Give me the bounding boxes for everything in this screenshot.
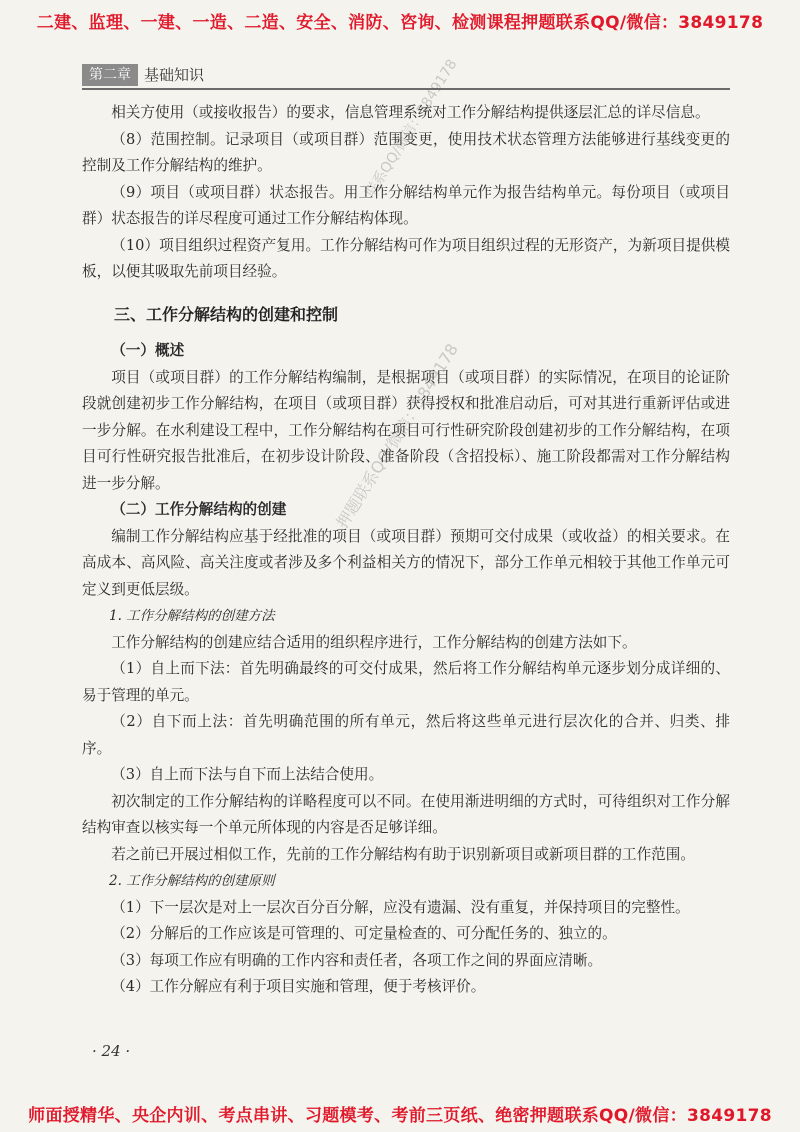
paragraph: （8）范围控制。记录项目（或项目群）范围变更，使用技术状态管理方法能够进行基线变更的控制及工作分解结构的维护。	[82, 130, 730, 174]
watermark-text: 联系QQ/微信：3849178	[362, 56, 461, 201]
sub-heading-principles: 2. 工作分解结构的创建原则	[109, 873, 275, 889]
bottom-promo-banner: 师面授精华、央企内训、考点串讲、习题模考、考前三页纸、绝密押题联系QQ/微信：3849178	[28, 1106, 772, 1126]
watermark-text: 押题联系QQ/微信：3849178	[332, 340, 462, 532]
subsection-heading-create: （二）工作分解结构的创建	[111, 501, 287, 518]
paragraph: 项目（或项目群）的工作分解结构编制，是根据项目（或项目群）的实际情况，在项目的论证阶段就创建初步工作分解结构，在项目（或项目群）获得授权和批准启动后，可对其进行重新评估或进一步分解。在水利建设工程中，工作分解结构在项目可行性研究阶段创建初步的工作分解结构，在项目可行性研究报告批准后，在初步设计阶段、准备阶段（含招投标）、施工阶段都需对工作分解结构进一步分解。	[82, 368, 730, 492]
sub-heading-methods: 1. 工作分解结构的创建方法	[109, 608, 275, 624]
chapter-header	[82, 64, 730, 90]
list-item: （2）分解后的工作应该是可管理的、可定量检查的、可分配任务的、独立的。	[111, 925, 617, 942]
list-item: （1）自上而下法：首先明确最终的可交付成果，然后将工作分解结构单元逐步划分成详细的、易于管理的单元。	[82, 660, 730, 704]
list-item: （2）自下而上法：首先明确范围的所有单元，然后将这些单元进行层次化的合并、归类、排序。	[82, 713, 730, 757]
list-item: （3）每项工作应有明确的工作内容和责任者，各项工作之间的界面应清晰。	[111, 951, 603, 969]
chapter-title: 基础知识	[144, 66, 205, 84]
paragraph: 相关方使用（或接收报告）的要求，信息管理系统对工作分解结构提供逐层汇总的详尽信息。	[111, 104, 710, 121]
section-heading: 三、工作分解结构的创建和控制	[114, 304, 339, 324]
page-number: · 24 ·	[92, 1042, 131, 1060]
paragraph: 初次制定的工作分解结构的详略程度可以不同。在使用渐进明细的方式时，可待组织对工作分解结构审查以核实每一个单元所体现的内容是否足够详细。	[82, 792, 730, 836]
list-item: （1）下一层次是对上一层次百分百分解，应没有遗漏、没有重复，并保持项目的完整性。	[111, 898, 690, 916]
subsection-heading-overview: （一）概述	[111, 342, 185, 359]
paragraph: （10）项目组织过程资产复用。工作分解结构可作为项目组织过程的无形资产，为新项目提供模板，以便其吸取先前项目经验。	[82, 236, 730, 280]
page-body	[82, 100, 730, 1001]
paragraph: （9）项目（或项目群）状态报告。用工作分解结构单元作为报告结构单元。每份项目（或项目群）状态报告的详尽程度可通过工作分解结构体现。	[82, 183, 730, 227]
list-item: （3）自上而下法与自下而上法结合使用。	[111, 766, 384, 783]
paragraph: 若之前已开展过相似工作，先前的工作分解结构有助于识别新项目或新项目群的工作范围。	[111, 845, 695, 863]
top-promo-banner: 二建、监理、一建、一造、二造、安全、消防、咨询、检测课程押题联系QQ/微信：3849178	[36, 13, 764, 33]
chapter-tag: 第二章	[82, 64, 138, 86]
paragraph: 工作分解结构的创建应结合适用的组织程序进行，工作分解结构的创建方法如下。	[111, 633, 637, 651]
paragraph: 编制工作分解结构应基于经批准的项目（或项目群）预期可交付成果（或收益）的相关要求。在高成本、高风险、高关注度或者涉及多个利益相关方的情况下，部分工作单元相较于其他工作单元可定义到更低层级。	[82, 527, 730, 598]
list-item: （4）工作分解应有利于项目实施和管理，便于考核评价。	[111, 978, 486, 995]
